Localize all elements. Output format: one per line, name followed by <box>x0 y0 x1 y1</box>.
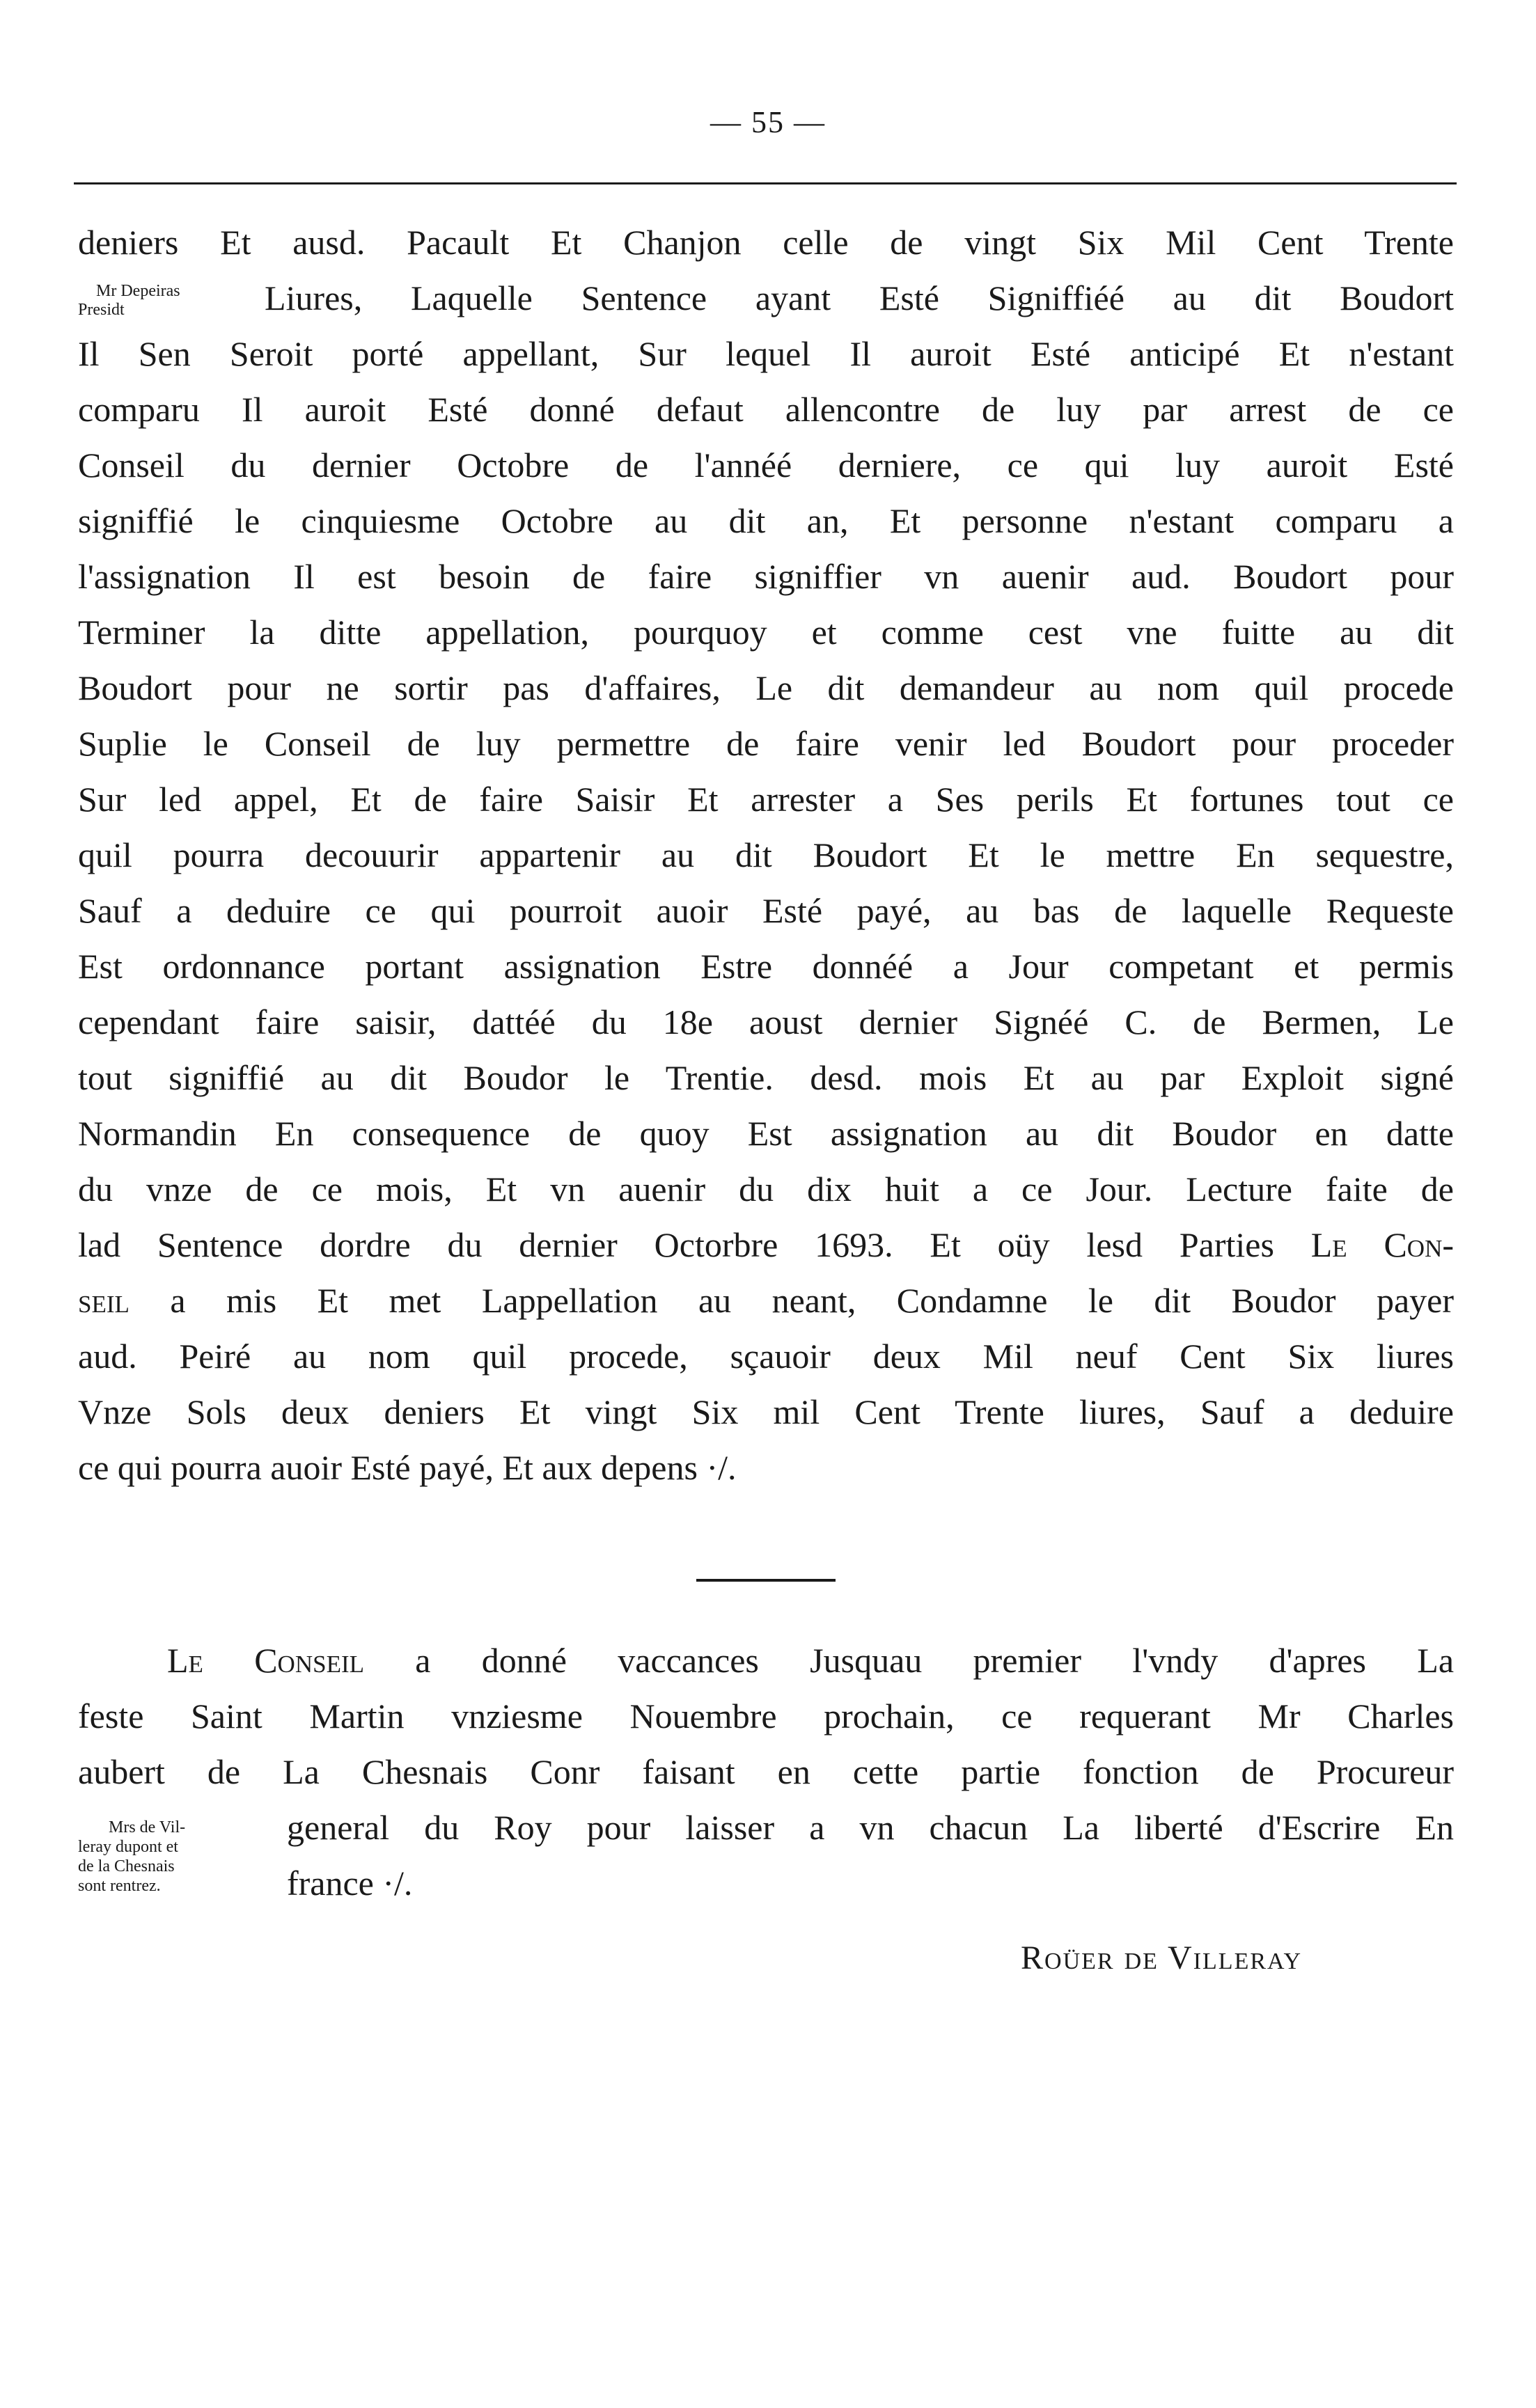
text-line: Boudort pour ne sortir pas d'affaires, Le dit demandeur au nom quil procede <box>78 668 1454 707</box>
page-number: — 55 — <box>710 105 826 139</box>
text-line: Il Sen Seroit porté appellant, Sur lequel Il auroit Esté anticipé Et n'estant <box>78 334 1454 373</box>
text-line: tout signiffié au dit Boudor le Trentie. desd. mois Et au par Exploit signé <box>78 1058 1454 1097</box>
margin-note-villeray: leray dupont et <box>78 1838 178 1856</box>
margin-note-villeray: de la Chesnais <box>78 1857 175 1875</box>
text-line <box>78 1224 1454 1266</box>
text-line <box>78 1280 1454 1321</box>
text-line: comparu Il auroit Esté donné defaut allencontre de luy par arrest de ce <box>78 390 1454 429</box>
section-divider <box>696 1579 836 1582</box>
conseil-smallcaps: seil <box>78 1281 130 1320</box>
text-line: feste Saint Martin vnziesme Nouembre prochain, ce requerant Mr Charles <box>78 1697 1454 1736</box>
text-line <box>167 1639 1454 1681</box>
text-line: du vnze de ce mois, Et vn auenir du dix huit a ce Jour. Lecture faite de <box>78 1170 1454 1209</box>
text-line: general du Roy pour laisser a vn chacun La liberté d'Escrire En <box>287 1808 1454 1847</box>
text-fragment: lad Sentence dordre du dernier Octorbre 1693. Et oüy lesd Parties <box>78 1225 1274 1264</box>
text-line: Sauf a deduire ce qui pourroit auoir Esté payé, au bas de laquelle Requeste <box>78 891 1454 930</box>
margin-note-villeray: sont rentrez. <box>78 1877 161 1895</box>
le-conseil-smallcaps: Le Conseil <box>167 1641 364 1680</box>
text-fragment: a mis Et met Lappellation au neant, Condamne le dit Boudor payer <box>170 1281 1455 1320</box>
text-line: Sur led appel, Et de faire Saisir Et arrester a Ses perils Et fortunes tout ce <box>78 780 1454 819</box>
text-line: aud. Peiré au nom quil procede, sçauoir deux Mil neuf Cent Six liures <box>78 1337 1454 1376</box>
margin-note-presidt: Presidt <box>78 301 125 319</box>
text-line: france ·/. <box>287 1864 413 1903</box>
text-line: Est ordonnance portant assignation Estre donnéé a Jour competant et permis <box>78 947 1454 986</box>
header-rule <box>74 182 1457 184</box>
conseil-smallcaps: Le Con- <box>1310 1225 1454 1264</box>
text-line: Normandin En consequence de quoy Est assignation au dit Boudor en datte <box>78 1114 1454 1153</box>
text-line: cependant faire saisir, dattéé du 18e aoust dernier Signéé C. de Bermen, Le <box>78 1002 1454 1041</box>
margin-note-villeray: Mrs de Vil- <box>109 1818 186 1836</box>
text-line: ce qui pourra auoir Esté payé, Et aux depens ·/. <box>78 1448 737 1487</box>
text-line: quil pourra decouurir appartenir au dit Boudort Et le mettre En sequestre, <box>78 835 1454 874</box>
text-line: Liures, Laquelle Sentence ayant Esté Signiffiéé au dit Boudort <box>265 278 1454 317</box>
text-line: signiffié le cinquiesme Octobre au dit an, Et personne n'estant comparu a <box>78 501 1454 540</box>
text-line: Conseil du dernier Octobre de l'annéé derniere, ce qui luy auroit Esté <box>78 446 1454 485</box>
text-fragment: a donné vaccances Jusquau premier l'vndy d'apres La <box>415 1641 1455 1680</box>
text-line: Suplie le Conseil de luy permettre de faire venir led Boudort pour proceder <box>78 724 1454 763</box>
text-line: aubert de La Chesnais Conr faisant en cette partie fonction de Procureur <box>78 1752 1454 1791</box>
signature: Roüer de Villeray <box>1021 1939 1302 1976</box>
text-line: Terminer la ditte appellation, pourquoy et comme cest vne fuitte au dit <box>78 613 1454 652</box>
margin-note-depeiras: Mr Depeiras <box>96 282 180 300</box>
text-line: Vnze Sols deux deniers Et vingt Six mil Cent Trente liures, Sauf a deduire <box>78 1392 1454 1431</box>
text-line: l'assignation Il est besoin de faire signiffier vn auenir aud. Boudort pour <box>78 557 1454 596</box>
text-line: deniers Et ausd. Pacault Et Chanjon celle de vingt Six Mil Cent Trente <box>78 223 1454 262</box>
